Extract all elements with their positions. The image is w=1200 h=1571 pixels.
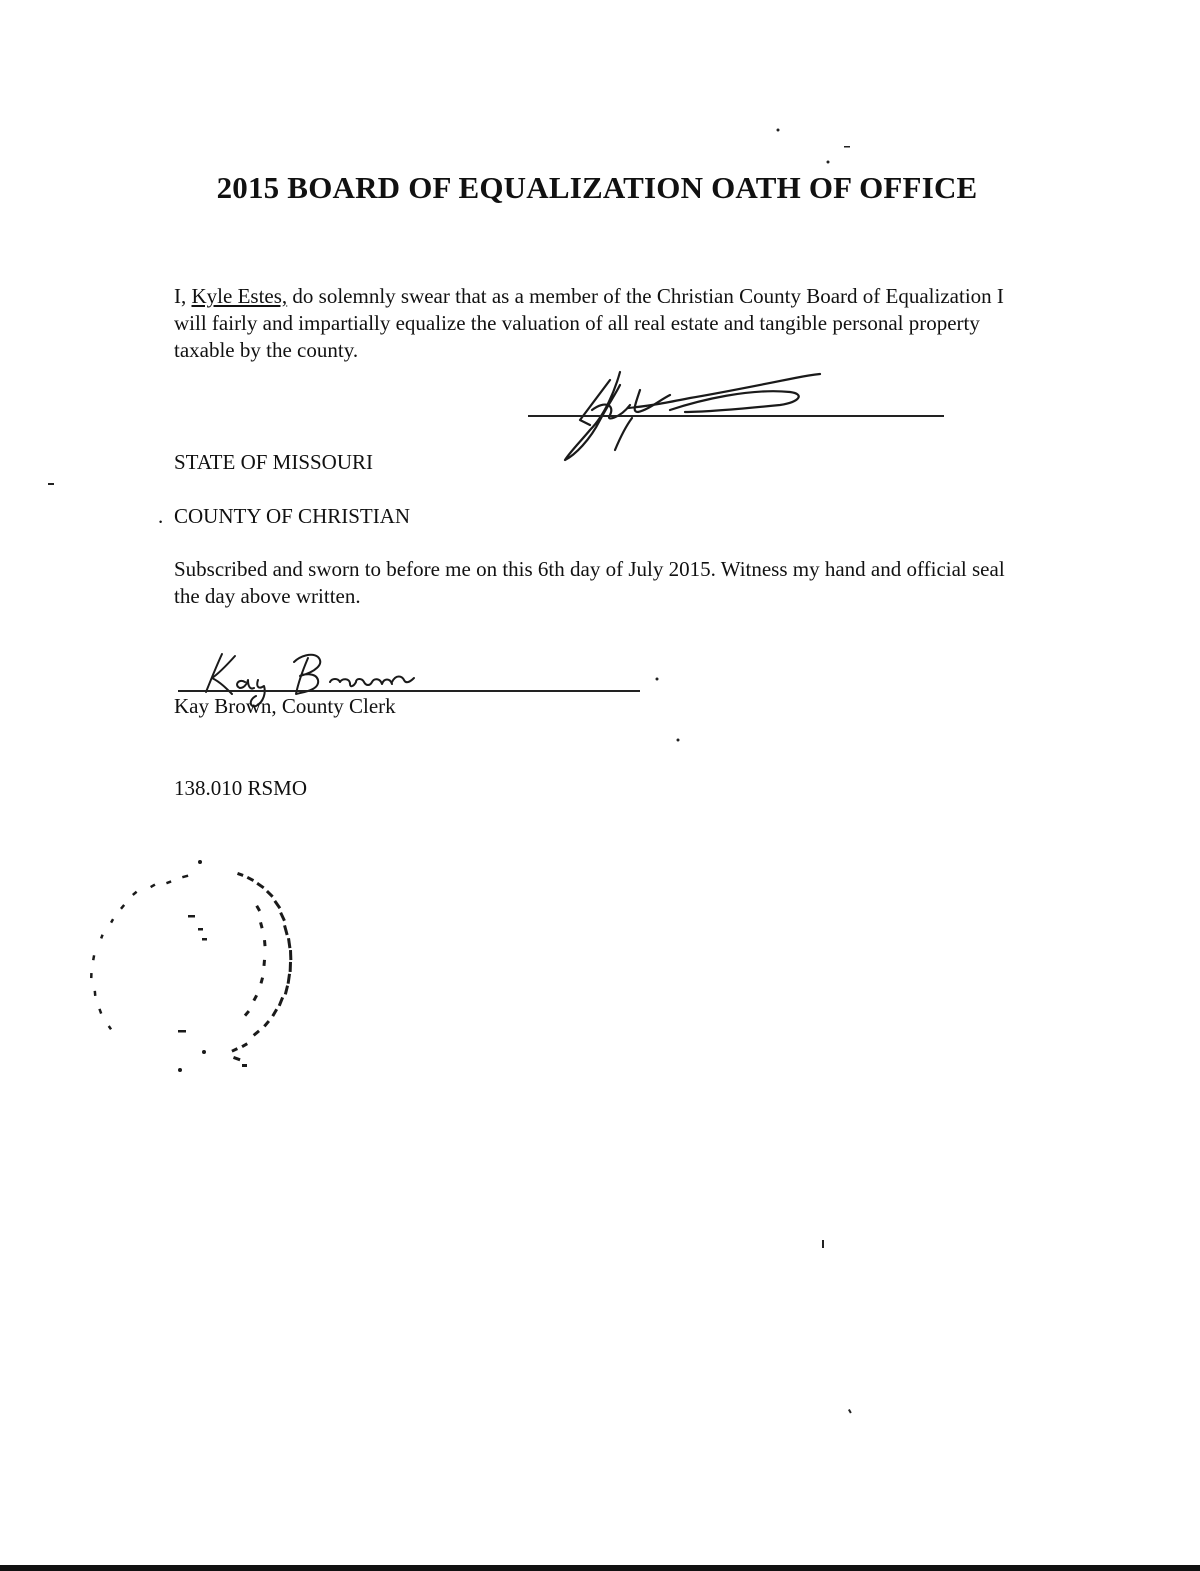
- oath-lead: I,: [174, 284, 192, 308]
- county-heading: COUNTY OF CHRISTIAN: [174, 504, 411, 528]
- document-title: 2015 BOARD OF EQUALIZATION OATH OF OFFICE: [216, 170, 978, 205]
- oath-text: do solemnly swear that as a member of the Christian County Board of Equalization I will fairly and impartially equalize the valuation of all real estate and tangible personal property taxable by the county.: [174, 284, 1004, 362]
- county-mark: .: [158, 504, 164, 528]
- sworn-statement: Subscribed and sworn to before me on this 6th day of July 2015. Witness my hand and official seal the day above written.: [174, 557, 1005, 608]
- state-heading: STATE OF MISSOURI: [174, 450, 374, 474]
- scan-edge: [0, 1565, 1200, 1571]
- clerk-name-label: Kay Brown, County Clerk: [174, 694, 396, 718]
- member-name: Kyle Estes,: [191, 284, 288, 308]
- statute-reference: 138.010 RSMO: [174, 776, 308, 800]
